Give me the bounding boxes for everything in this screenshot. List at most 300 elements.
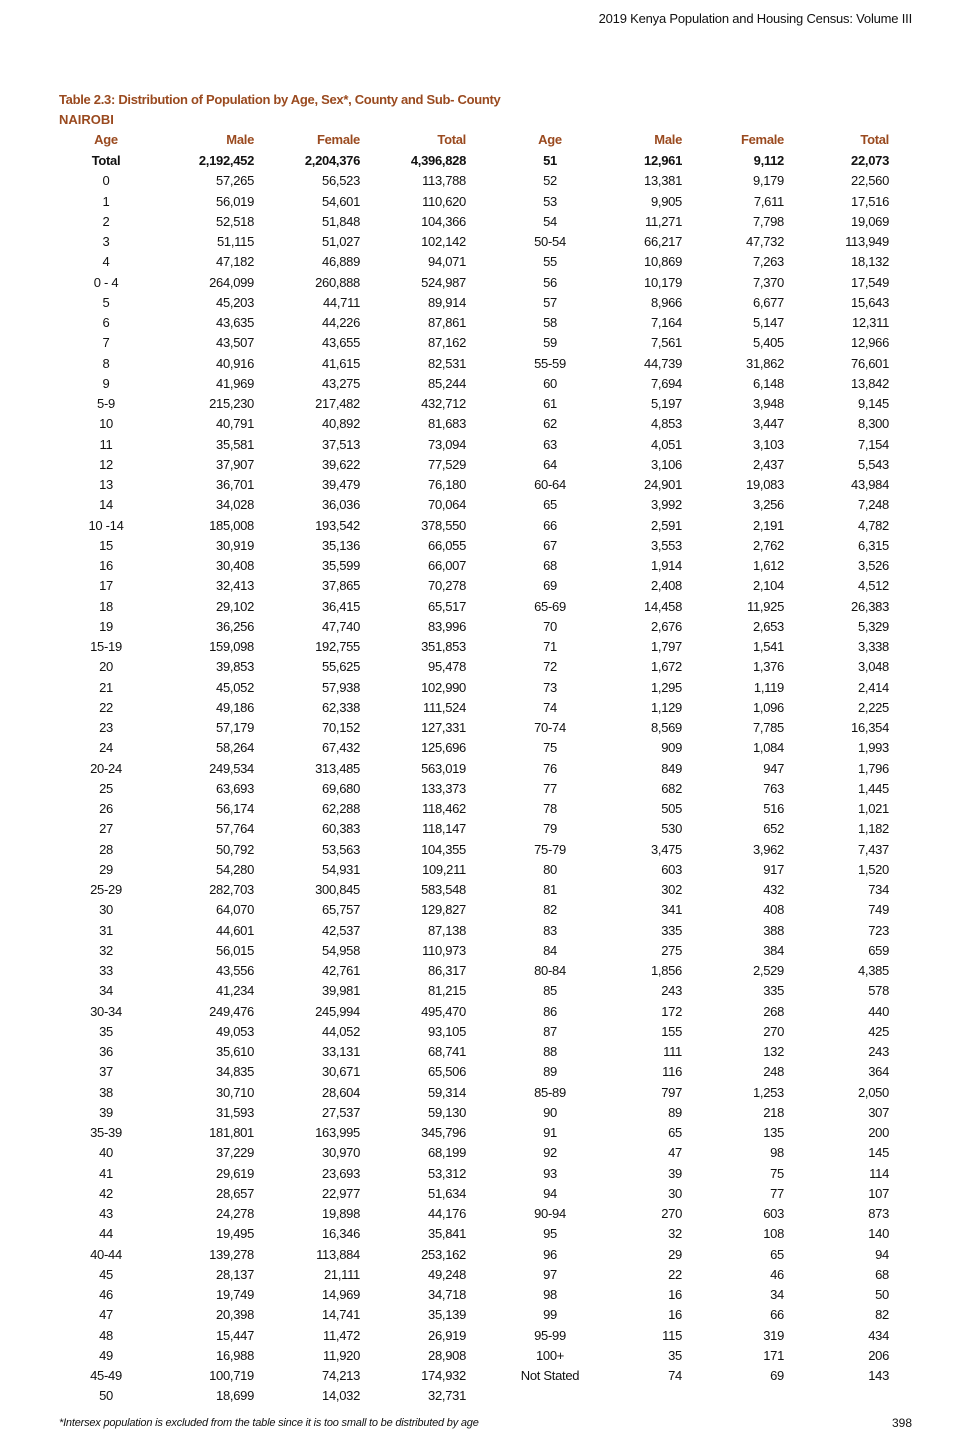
total-cell-2: 82 [875, 1307, 889, 1323]
male-cell: 57,265 [216, 173, 254, 189]
female-cell: 35,599 [322, 558, 360, 573]
female-cell: 245,994 [315, 1003, 360, 1019]
age-cell: Total [91, 153, 121, 168]
total-cell: 32,731 [428, 1388, 466, 1404]
age-cell-2: 80 [543, 861, 557, 877]
age-cell-2: 50-54 [534, 234, 566, 249]
male-cell: 18,699 [216, 1388, 254, 1404]
age-cell: 11 [99, 436, 113, 452]
total-cell: 49,248 [428, 1266, 466, 1282]
male-cell-2: 2,676 [650, 618, 682, 634]
male-cell-2: 16 [668, 1307, 682, 1323]
age-cell-2: 57 [543, 294, 557, 310]
table-row [0, 882, 964, 902]
total-cell: 253,162 [421, 1246, 466, 1262]
male-cell: 57,764 [216, 821, 254, 837]
table-row [0, 619, 964, 639]
male-cell: 282,703 [209, 882, 254, 897]
table-row [0, 538, 964, 558]
table-row [0, 761, 964, 781]
table-row [0, 659, 964, 679]
age-cell-2: 95-99 [534, 1327, 566, 1343]
total-cell-2: 5,543 [857, 456, 889, 472]
male-cell: 40,791 [216, 416, 254, 432]
female-cell: 43,655 [322, 335, 360, 351]
total-cell-2: 12,966 [851, 335, 889, 351]
male-cell: 37,907 [216, 456, 254, 472]
age-cell-2: 65-69 [534, 598, 566, 614]
male-cell-2: 11,271 [645, 213, 682, 229]
age-cell: 15-19 [90, 639, 122, 654]
age-cell: 30 [99, 902, 113, 918]
female-cell-2: 31,862 [746, 355, 784, 371]
age-cell: 25 [99, 780, 113, 796]
age-cell-2: 69 [543, 578, 557, 594]
total-cell: 110,973 [422, 942, 466, 958]
male-cell: 28,657 [216, 1185, 254, 1201]
female-cell: 51,848 [322, 213, 360, 229]
male-cell: 16,988 [216, 1347, 254, 1363]
page-header-title: 2019 Kenya Population and Housing Census: Volume III [598, 11, 912, 26]
male-cell-2: 172 [661, 1003, 682, 1019]
table-row [0, 963, 964, 983]
table-caption: Table 2.3: Distribution of Population by Age, Sex*, County and Sub- County [59, 92, 501, 107]
male-cell: 100,719 [209, 1368, 254, 1383]
total-cell-2: 7,154 [857, 436, 889, 452]
female-cell-2: 7,798 [752, 213, 784, 229]
male-cell-2: 1,856 [650, 963, 682, 978]
age-cell-2: 63 [543, 436, 557, 452]
total-cell: 95,478 [428, 659, 466, 675]
table-row [0, 437, 964, 457]
female-cell-2: 1,096 [752, 699, 784, 715]
male-cell-2: 111 [663, 1044, 682, 1059]
female-cell-2: 3,447 [752, 416, 784, 432]
male-cell: 43,635 [216, 315, 254, 330]
female-cell-2: 98 [770, 1145, 784, 1161]
age-cell: 17 [99, 578, 113, 594]
age-cell: 33 [99, 963, 113, 978]
male-cell: 57,179 [216, 720, 254, 735]
female-cell-2: 1,541 [752, 639, 784, 654]
column-header-female: Female [316, 132, 360, 147]
male-cell: 249,476 [209, 1003, 254, 1019]
age-cell: 8 [102, 355, 110, 371]
total-cell: 81,683 [428, 416, 466, 432]
age-cell: 2 [102, 213, 110, 229]
total-cell-2: 749 [868, 902, 889, 918]
total-cell-2: 140 [868, 1226, 889, 1242]
female-cell-2: 319 [763, 1327, 784, 1343]
female-cell: 57,938 [322, 679, 360, 695]
total-cell-2: 1,520 [857, 861, 889, 877]
age-cell-2: 52 [543, 173, 557, 189]
column-header-total-2: Total [860, 132, 889, 147]
total-cell-2: 243 [868, 1044, 889, 1059]
male-cell: 39,853 [216, 659, 254, 675]
female-cell: 44,226 [322, 315, 360, 330]
age-cell-2: 82 [543, 902, 557, 918]
total-cell: 87,138 [428, 922, 466, 938]
male-cell-2: 39 [668, 1165, 682, 1181]
table-row [0, 821, 964, 841]
age-cell: 5 [102, 294, 110, 310]
table-row [0, 1206, 964, 1226]
male-cell: 185,008 [209, 517, 254, 533]
age-cell: 48 [99, 1327, 113, 1343]
age-cell-2: 93 [543, 1165, 557, 1181]
male-cell-2: 32 [668, 1226, 682, 1242]
table-row [0, 376, 964, 396]
male-cell-2: 35 [668, 1347, 682, 1363]
female-cell-2: 432 [763, 882, 784, 897]
table-row [0, 1186, 964, 1206]
total-cell-2: 26,383 [851, 598, 889, 614]
total-cell: 59,130 [428, 1104, 466, 1120]
age-cell: 36 [99, 1044, 113, 1059]
female-cell: 217,482 [315, 396, 360, 411]
table-row [0, 680, 964, 700]
age-cell-2: Not Stated [520, 1368, 580, 1383]
female-cell-2: 3,948 [752, 396, 784, 411]
table-row [0, 639, 964, 659]
total-cell: 118,462 [422, 801, 466, 816]
age-cell-2: 81 [543, 882, 557, 897]
column-header-age: Age [94, 132, 118, 147]
female-cell: 41,615 [322, 355, 360, 371]
female-cell-2: 7,370 [752, 274, 784, 290]
total-cell: 432,712 [421, 396, 466, 411]
total-cell: 87,162 [428, 335, 466, 351]
male-cell-2: 9,905 [650, 193, 682, 209]
male-cell-2: 1,295 [650, 679, 682, 695]
female-cell: 54,931 [322, 861, 360, 877]
table-row [0, 1267, 964, 1287]
table-row [0, 700, 964, 720]
total-cell-2: 723 [868, 922, 889, 938]
male-cell-2: 7,561 [650, 335, 682, 351]
age-cell-2: 89 [543, 1064, 557, 1080]
age-cell: 47 [99, 1307, 113, 1323]
total-cell-2: 425 [868, 1023, 889, 1039]
female-cell-2: 5,147 [752, 315, 784, 330]
total-cell: 59,314 [428, 1084, 466, 1100]
male-cell: 49,053 [216, 1023, 254, 1039]
table-row [0, 275, 964, 295]
age-cell: 9 [102, 375, 110, 391]
total-cell: 73,094 [428, 436, 466, 452]
table-row [0, 1024, 964, 1044]
female-cell-2: 335 [763, 983, 784, 999]
male-cell: 30,919 [216, 537, 254, 553]
table-row [0, 923, 964, 943]
total-cell-2: 22,560 [851, 173, 889, 189]
female-cell: 36,036 [322, 497, 360, 513]
total-cell: 109,211 [422, 861, 466, 877]
total-cell: 111,524 [423, 699, 466, 715]
age-cell-2: 80-84 [534, 963, 566, 978]
female-cell-2: 1,376 [752, 659, 784, 675]
total-cell-2: 1,182 [857, 821, 889, 837]
table-row [0, 578, 964, 598]
male-cell: 264,099 [209, 274, 254, 290]
male-cell-2: 116 [662, 1064, 682, 1080]
total-cell-2: 17,516 [851, 193, 889, 209]
total-cell-2: 145 [868, 1145, 889, 1161]
male-cell: 20,398 [216, 1307, 254, 1323]
male-cell-2: 243 [661, 983, 682, 999]
male-cell: 52,518 [216, 213, 254, 229]
age-cell-2: 67 [543, 537, 557, 553]
table-row [0, 740, 964, 760]
total-cell-2: 12,311 [852, 315, 889, 330]
male-cell-2: 10,179 [644, 274, 682, 290]
age-cell-2: 79 [543, 821, 557, 837]
male-cell: 34,028 [216, 497, 254, 513]
age-cell-2: 98 [543, 1287, 557, 1302]
total-cell: 76,180 [428, 477, 466, 492]
table-row [0, 1388, 964, 1408]
male-cell: 29,619 [216, 1165, 254, 1181]
table-row [0, 1085, 964, 1105]
male-cell-2: 1,797 [650, 639, 682, 654]
female-cell: 28,604 [322, 1084, 360, 1100]
age-cell-2: 73 [543, 679, 557, 695]
male-cell: 2,192,452 [198, 153, 254, 168]
female-cell: 11,472 [323, 1327, 360, 1343]
table-row [0, 842, 964, 862]
total-cell: 104,355 [421, 841, 466, 857]
male-cell-2: 24,901 [644, 477, 682, 492]
male-cell-2: 275 [661, 942, 682, 958]
female-cell: 42,761 [322, 963, 360, 978]
total-cell-2: 440 [868, 1003, 889, 1019]
male-cell-2: 12,961 [644, 153, 682, 168]
total-cell-2: 200 [868, 1125, 889, 1140]
table-row [0, 781, 964, 801]
age-cell: 49 [99, 1347, 113, 1363]
total-cell: 82,531 [428, 355, 466, 371]
total-cell: 93,105 [428, 1023, 466, 1039]
male-cell: 249,534 [209, 760, 254, 776]
total-cell-2: 9,145 [857, 396, 889, 411]
female-cell-2: 108 [763, 1226, 784, 1242]
age-cell: 12 [99, 456, 113, 472]
total-cell-2: 17,549 [851, 274, 889, 290]
male-cell-2: 505 [661, 801, 682, 816]
female-cell: 46,889 [322, 254, 360, 270]
female-cell-2: 270 [763, 1023, 784, 1039]
female-cell-2: 9,179 [752, 173, 784, 189]
age-cell-2: 90 [543, 1104, 557, 1120]
total-cell-2: 578 [868, 983, 889, 999]
age-cell-2: 85-89 [534, 1084, 566, 1100]
total-cell-2: 76,601 [851, 355, 889, 371]
total-cell: 524,987 [421, 274, 466, 290]
age-cell: 0 - 4 [93, 274, 119, 290]
female-cell-2: 384 [763, 942, 784, 958]
age-cell: 45 [99, 1266, 113, 1282]
age-cell: 16 [99, 558, 113, 573]
total-cell-2: 113,949 [845, 234, 889, 249]
age-cell: 46 [99, 1287, 113, 1302]
table-row [0, 214, 964, 234]
male-cell-2: 3,106 [650, 456, 682, 472]
male-cell-2: 341 [661, 902, 682, 918]
table-row [0, 599, 964, 619]
age-cell-2: 97 [543, 1266, 557, 1282]
female-cell: 44,711 [323, 294, 360, 310]
age-cell: 1 [102, 193, 110, 209]
table-row [0, 234, 964, 254]
footnote: *Intersex population is excluded from the table since it is too small to be distributed by age [59, 1417, 479, 1429]
male-cell: 36,256 [216, 618, 254, 634]
table-row [0, 356, 964, 376]
total-cell-2: 3,048 [857, 659, 889, 675]
table-row [0, 1145, 964, 1165]
male-cell-2: 44,739 [644, 355, 682, 371]
male-cell-2: 14,458 [644, 598, 682, 614]
male-cell-2: 155 [661, 1023, 682, 1039]
female-cell-2: 46 [770, 1266, 784, 1282]
male-cell-2: 89 [668, 1104, 682, 1120]
table-row [0, 518, 964, 538]
female-cell-2: 388 [763, 922, 784, 938]
age-cell-2: 55-59 [534, 355, 566, 371]
age-cell-2: 95 [543, 1226, 557, 1242]
male-cell-2: 1,672 [650, 659, 682, 675]
male-cell: 51,115 [217, 234, 254, 249]
age-cell-2: 53 [543, 193, 557, 209]
female-cell: 39,981 [322, 983, 360, 999]
female-cell: 30,671 [322, 1064, 360, 1080]
table-row [0, 983, 964, 1003]
age-cell-2: 56 [543, 274, 557, 290]
female-cell-2: 268 [763, 1003, 784, 1019]
age-cell: 42 [99, 1185, 113, 1201]
age-cell: 6 [102, 315, 110, 330]
age-cell: 35-39 [90, 1125, 122, 1140]
female-cell: 40,892 [322, 416, 360, 432]
age-cell: 31 [99, 922, 113, 938]
female-cell-2: 408 [763, 902, 784, 918]
male-cell: 45,052 [216, 679, 254, 695]
table-row [0, 153, 964, 173]
male-cell-2: 29 [668, 1246, 682, 1262]
age-cell-2: 99 [543, 1307, 557, 1323]
female-cell-2: 5,405 [752, 335, 784, 351]
total-cell: 65,506 [428, 1064, 466, 1080]
age-cell: 4 [102, 254, 110, 270]
female-cell: 55,625 [322, 659, 360, 675]
female-cell: 14,032 [322, 1388, 360, 1404]
male-cell-2: 3,475 [650, 841, 682, 857]
total-cell-2: 206 [868, 1347, 889, 1363]
age-cell: 30-34 [90, 1003, 122, 1019]
female-cell-2: 9,112 [753, 153, 784, 168]
female-cell-2: 2,529 [752, 963, 784, 978]
male-cell: 50,792 [216, 841, 254, 857]
age-cell-2: 96 [543, 1246, 557, 1262]
total-cell-2: 19,069 [851, 213, 889, 229]
female-cell-2: 1,084 [752, 740, 784, 756]
table-row [0, 477, 964, 497]
column-header-male-2: Male [654, 132, 682, 147]
male-cell-2: 3,992 [650, 497, 682, 513]
total-cell-2: 8,300 [857, 416, 889, 432]
male-cell: 19,495 [216, 1226, 254, 1242]
total-cell-2: 22,073 [851, 153, 889, 168]
age-cell-2: 92 [543, 1145, 557, 1161]
region-label: NAIROBI [59, 112, 114, 127]
female-cell: 69,680 [322, 780, 360, 796]
female-cell: 47,740 [322, 618, 360, 634]
table-row [0, 720, 964, 740]
total-cell-2: 5,329 [857, 618, 889, 634]
female-cell: 260,888 [315, 274, 360, 290]
table-row [0, 1348, 964, 1368]
age-cell-2: 86 [543, 1003, 557, 1019]
female-cell: 54,601 [322, 193, 360, 209]
female-cell: 163,995 [315, 1125, 360, 1140]
column-header-male: Male [226, 132, 254, 147]
male-cell: 139,278 [209, 1246, 254, 1262]
male-cell-2: 10,869 [644, 254, 682, 270]
total-cell-2: 94 [875, 1246, 889, 1262]
age-cell-2: 83 [543, 922, 557, 938]
total-cell-2: 50 [875, 1287, 889, 1302]
page-number: 398 [891, 1416, 912, 1430]
table-row [0, 497, 964, 517]
female-cell-2: 603 [763, 1206, 784, 1221]
female-cell-2: 3,962 [752, 841, 784, 857]
male-cell: 19,749 [216, 1287, 254, 1302]
column-header-age-2: Age [538, 132, 562, 147]
female-cell: 65,757 [322, 902, 360, 918]
table-row [0, 194, 964, 214]
total-cell: 34,718 [428, 1287, 466, 1302]
female-cell-2: 19,083 [746, 477, 784, 492]
total-cell: 351,853 [421, 639, 466, 654]
table-row [0, 1307, 964, 1327]
male-cell: 34,835 [216, 1064, 254, 1080]
total-cell: 66,055 [428, 537, 466, 553]
female-cell-2: 652 [763, 821, 784, 837]
age-cell-2: 72 [543, 659, 557, 675]
female-cell-2: 34 [770, 1287, 784, 1302]
total-cell-2: 2,414 [857, 679, 889, 695]
total-cell: 28,908 [428, 1347, 466, 1363]
male-cell: 29,102 [216, 598, 254, 614]
female-cell: 27,537 [322, 1104, 360, 1120]
female-cell: 16,346 [322, 1226, 360, 1242]
female-cell-2: 132 [763, 1044, 784, 1059]
male-cell: 54,280 [216, 861, 254, 877]
male-cell: 45,203 [216, 294, 254, 310]
age-cell-2: 91 [543, 1125, 557, 1140]
female-cell: 54,958 [322, 942, 360, 958]
age-cell-2: 64 [543, 456, 557, 472]
table-row [0, 1166, 964, 1186]
total-cell-2: 3,338 [857, 639, 889, 654]
total-cell-2: 434 [868, 1327, 889, 1343]
age-cell: 50 [99, 1388, 113, 1404]
age-cell: 22 [99, 699, 113, 715]
female-cell: 44,052 [322, 1023, 360, 1039]
female-cell: 19,898 [322, 1206, 360, 1221]
age-cell: 10 -14 [88, 517, 124, 533]
female-cell-2: 2,437 [752, 456, 784, 472]
